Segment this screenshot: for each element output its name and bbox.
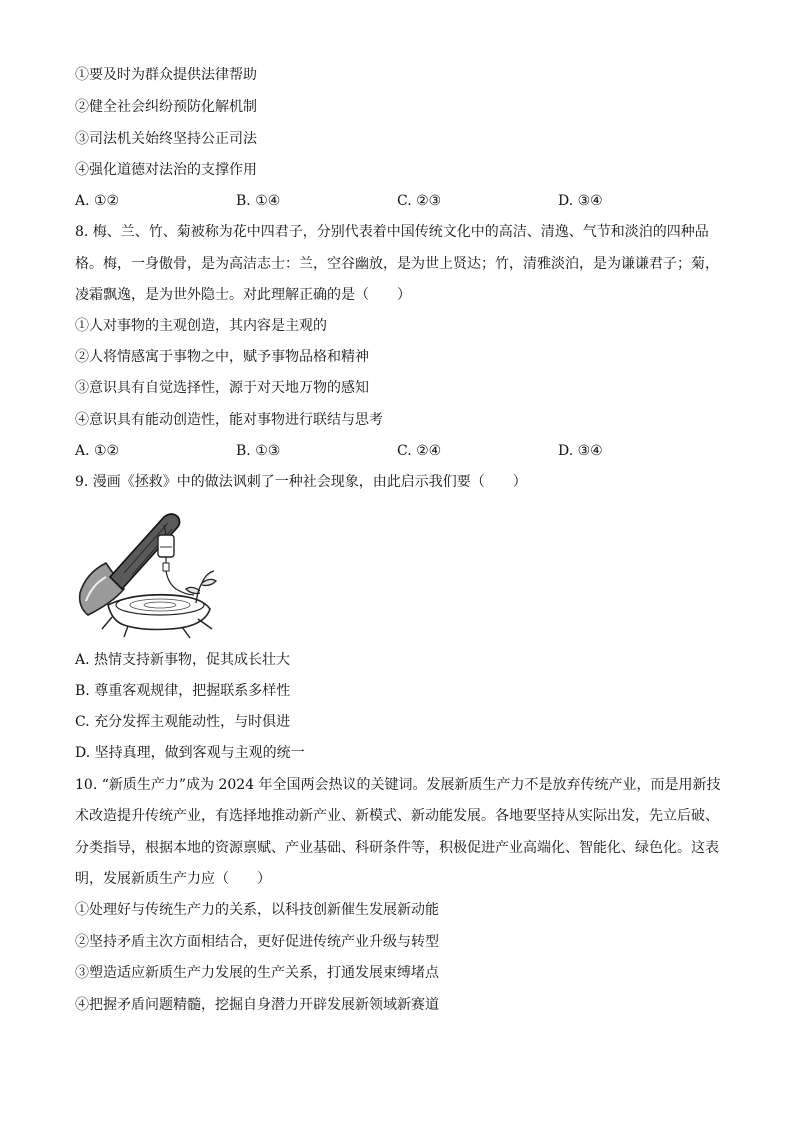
q9-option-d[interactable]: D. 坚持真理，做到客观与主观的统一 bbox=[75, 745, 305, 761]
q10-item-1: ①处理好与传统生产力的关系，以科技创新催生发展新动能 bbox=[75, 902, 439, 918]
q7-options bbox=[75, 191, 735, 211]
q10-stem-line-3: 分类指导，根据本地的资源禀赋、产业基础、科研条件等，积极促进产业高端化、智能化、绿色化。这表 bbox=[75, 840, 719, 856]
q8-option-d[interactable]: D. ③④ bbox=[558, 443, 603, 459]
q9-option-a[interactable]: A. 热情支持新事物，促其成长壮大 bbox=[75, 652, 291, 668]
q8-option-c[interactable]: C. ②④ bbox=[397, 443, 442, 459]
q7-item-1: ①要及时为群众提供法律帮助 bbox=[75, 67, 257, 83]
q7-option-a[interactable]: A. ①② bbox=[75, 193, 120, 209]
q9-option-b[interactable]: B. 尊重客观规律，把握联系多样性 bbox=[75, 683, 291, 699]
q8-item-4: ④意识具有能动创造性，能对事物进行联结与思考 bbox=[75, 412, 383, 428]
q10-item-2: ②坚持矛盾主次方面相结合，更好促进传统产业升级与转型 bbox=[75, 934, 439, 950]
q10-item-3: ③塑造适应新质生产力发展的生产关系，打通发展束缚堵点 bbox=[75, 965, 439, 981]
q7-option-d[interactable]: D. ③④ bbox=[558, 193, 603, 209]
q8-stem-line-2: 格。梅，一身傲骨，是为高洁志士：兰，空谷幽放，是为世上贤达；竹，清雅淡泊，是为谦谦君子；菊， bbox=[75, 256, 719, 272]
q10-stem-line-1: 10. “新质生产力”成为 2024 年全国两会热议的关键词。发展新质生产力不是放弃传统产业，而是用新技 bbox=[75, 777, 721, 793]
q8-item-1: ①人对事物的主观创造，其内容是主观的 bbox=[75, 318, 327, 334]
q8-option-b[interactable]: B. ①③ bbox=[236, 443, 281, 459]
q10-item-4: ④把握矛盾问题精髓，挖掘自身潜力开辟发展新领域新赛道 bbox=[75, 997, 439, 1013]
q9-stem: 9. 漫画《拯救》中的做法讽刺了一种社会现象，由此启示我们要（ ） bbox=[75, 474, 527, 490]
q9-option-c[interactable]: C. 充分发挥主观能动性，与时俱进 bbox=[75, 714, 291, 730]
q8-stem-line-1: 8. 梅、兰、竹、菊被称为花中四君子，分别代表着中国传统文化中的高洁、清逸、气节和淡泊的四种品 bbox=[75, 224, 709, 240]
q10-stem-line-2: 术改造提升传统产业，有选择地推动新产业、新模式、新动能发展。各地要坚持从实际出发，先立后破、 bbox=[75, 808, 719, 824]
q7-option-c[interactable]: C. ②③ bbox=[397, 193, 442, 209]
q7-item-4: ④强化道德对法治的支撑作用 bbox=[75, 162, 257, 178]
cartoon-rescue-image bbox=[72, 505, 232, 640]
q8-item-3: ③意识具有自觉选择性，源于对天地万物的感知 bbox=[75, 380, 369, 396]
q8-options bbox=[75, 441, 735, 461]
q7-item-3: ③司法机关始终坚持公正司法 bbox=[75, 131, 257, 147]
q10-stem-line-4: 明，发展新质生产力应（ ） bbox=[75, 871, 271, 887]
q8-item-2: ②人将情感寓于事物之中，赋予事物品格和精神 bbox=[75, 349, 369, 365]
q8-stem-line-3: 凌霜飘逸，是为世外隐士。对此理解正确的是（ ） bbox=[75, 287, 411, 303]
q7-item-2: ②健全社会纠纷预防化解机制 bbox=[75, 99, 257, 115]
q8-option-a[interactable]: A. ①② bbox=[75, 443, 120, 459]
q7-option-b[interactable]: B. ①④ bbox=[236, 193, 281, 209]
